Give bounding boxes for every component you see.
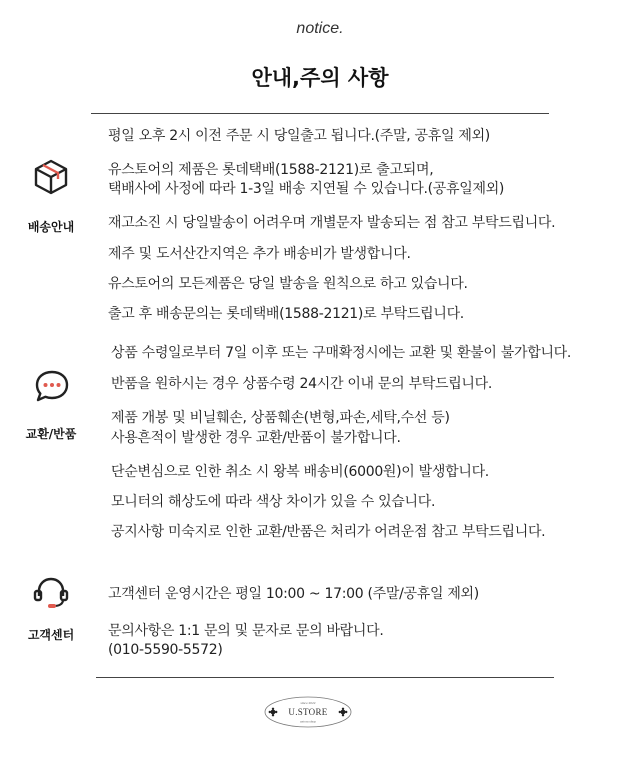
notice-tag: notice. xyxy=(296,20,344,37)
exchange-line-2: 반품을 원하시는 경우 상품수령 24시간 이내 문의 부탁드립니다. xyxy=(111,376,493,392)
svg-text:since 2022: since 2022 xyxy=(300,701,316,705)
chat-bubble-icon xyxy=(34,368,70,404)
bottom-divider xyxy=(96,677,554,678)
customer-line-3: (010-5590-5572) xyxy=(108,642,223,658)
exchange-line-3: 제품 개봉 및 비닐훼손, 상품훼손(변형,파손,세탁,수선 등) xyxy=(111,410,450,426)
ustore-logo xyxy=(260,694,356,730)
section-label-customer-center: 고객센터 xyxy=(27,628,75,642)
shipping-line-4: 재고소진 시 당일발송이 어려우며 개별문자 발송되는 점 참고 부탁드립니다. xyxy=(108,215,556,231)
customer-line-2: 문의사항은 1:1 문의 및 문자로 문의 바랍니다. xyxy=(108,623,384,639)
section-label-exchange: 교환/반품 xyxy=(25,427,77,441)
exchange-line-1: 상품 수령일로부터 7일 이후 또는 구매확정시에는 교환 및 환불이 불가합니다. xyxy=(111,345,572,361)
svg-text:U.STORE: U.STORE xyxy=(288,707,328,717)
top-divider xyxy=(91,113,549,114)
shipping-line-2: 유스토어의 제품은 롯데택배(1588-2121)로 출고되며, xyxy=(108,162,434,178)
section-label-shipping: 배송안내 xyxy=(27,220,75,234)
exchange-line-4: 사용흔적이 발생한 경우 교환/반품이 불가합니다. xyxy=(111,430,401,446)
shipping-line-1: 평일 오후 2시 이전 주문 시 당일출고 됩니다.(주말, 공휴일 제외) xyxy=(108,128,490,144)
shipping-line-6: 유스토어의 모든제품은 당일 발송을 원칙으로 하고 있습니다. xyxy=(108,276,468,292)
exchange-line-7: 공지사항 미숙지로 인한 교환/반품은 처리가 어려운점 참고 부탁드립니다. xyxy=(111,524,546,540)
page-title: 안내,주의 사항 xyxy=(251,66,389,90)
shipping-line-7: 출고 후 배송문의는 롯데택배(1588-2121)로 부탁드립니다. xyxy=(108,306,464,322)
shipping-line-3: 택배사에 사정에 따라 1-3일 배송 지연될 수 있습니다.(공휴일제외) xyxy=(108,181,505,197)
box-icon xyxy=(33,158,69,196)
svg-text:ustore.shop: ustore.shop xyxy=(299,719,317,724)
shipping-line-5: 제주 및 도서산간지역은 추가 배송비가 발생합니다. xyxy=(108,246,411,262)
customer-line-1: 고객센터 운영시간은 평일 10:00 ~ 17:00 (주말/공휴일 제외) xyxy=(108,586,479,602)
headset-icon xyxy=(32,576,70,610)
exchange-line-6: 모니터의 해상도에 따라 색상 차이가 있을 수 있습니다. xyxy=(111,494,436,510)
exchange-line-5: 단순변심으로 인한 취소 시 왕복 배송비(6000원)이 발생합니다. xyxy=(111,464,489,480)
